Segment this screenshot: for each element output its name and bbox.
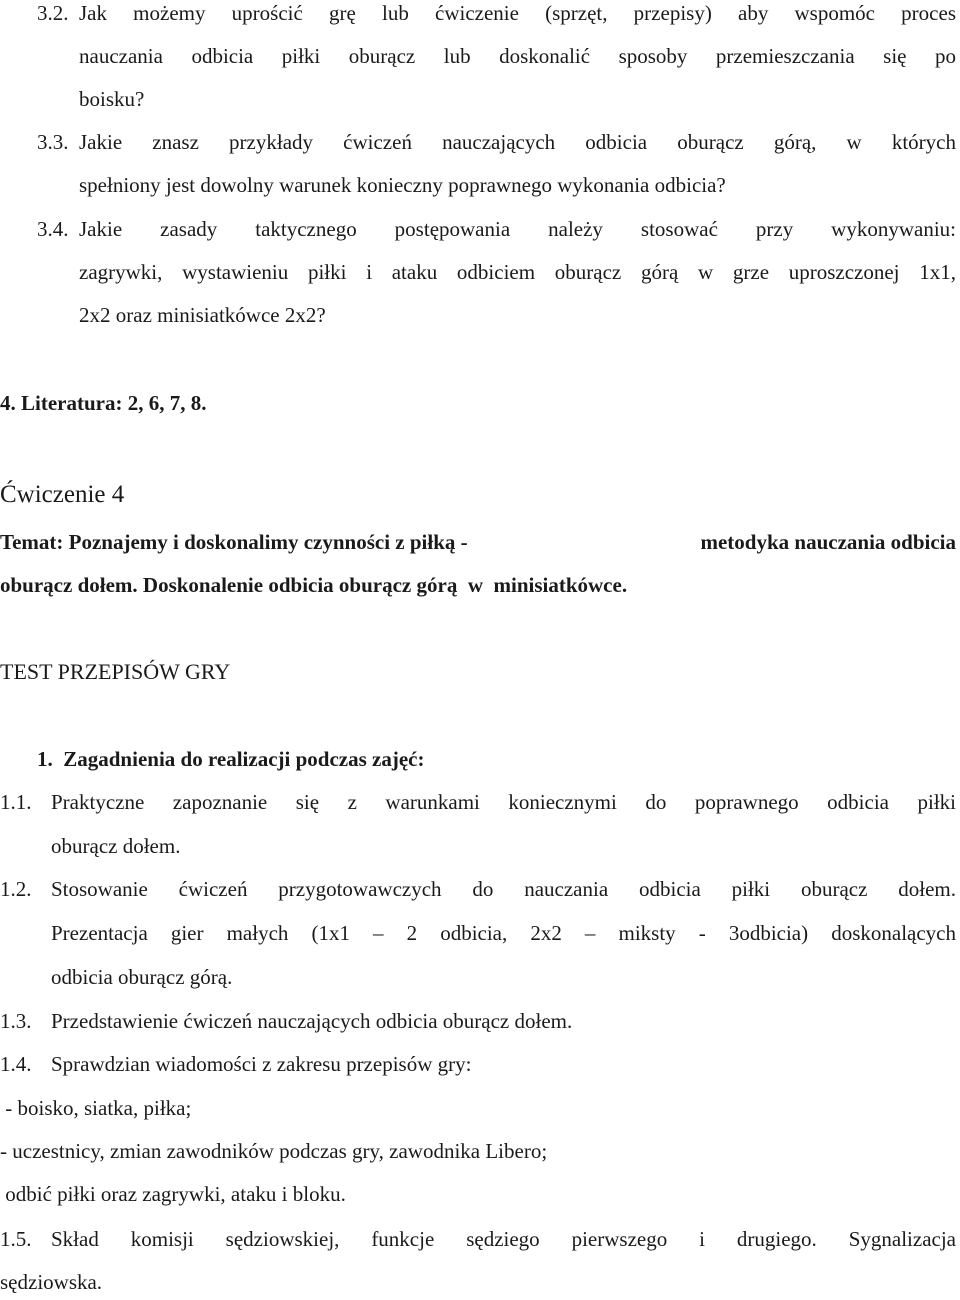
question-3-3-line-2: spełniony jest dowolny warunek konieczny poprawnego wykonania odbicia? [79,173,726,197]
question-number: 3.4. [37,217,69,241]
item-1-5-line-1: Skład komisji sędziowskiej, funkcje sędziego pierwszego i drugiego. Sygnalizacja [51,1227,956,1251]
item-1-3-line-1: Przedstawienie ćwiczeń nauczających odbicia oburącz dołem. [51,1009,573,1033]
item-1-2-line-2: Prezentacja gier małych (1x1 – 2 odbicia, 2x2 – miksty - 3odbicia) doskonalących [51,921,956,945]
item-number: 1.4. [0,1052,32,1076]
question-3-4-line-2: zagrywki, wystawieniu piłki i ataku odbiciem oburącz górą w grze uproszczonej 1x1, [79,260,956,284]
item-1-2-line-3: odbicia oburącz górą. [51,965,233,989]
exercise-title: Ćwiczenie 4 [0,481,125,508]
question-number: 3.3. [37,130,69,154]
question-3-2-line-2: nauczania odbicia piłki oburącz lub doskonalić sposoby przemieszczania się po [79,44,956,68]
item-1-5-line-2: sędziowska. [0,1270,103,1294]
section-heading: 1. Zagadnienia do realizacji podczas zajęć: [37,747,425,771]
topic-line-1-left: Temat: Poznajemy i doskonalimy czynności z piłką - [0,530,468,554]
item-number: 1.5. [0,1227,32,1251]
item-1-1-line-2: oburącz dołem. [51,834,181,858]
literature-heading: 4. Literatura: 2, 6, 7, 8. [0,391,207,415]
item-number: 1.1. [0,790,32,814]
topic-line-1-right: metodyka nauczania odbicia [700,530,956,554]
item-1-1-line-1: Praktyczne zapoznanie się z warunkami koniecznymi do poprawnego odbicia piłki [51,790,956,814]
question-3-4-line-3: 2x2 oraz minisiatkówce 2x2? [79,303,326,327]
item-1-2-line-1: Stosowanie ćwiczeń przygotowawczych do nauczania odbicia piłki oburącz dołem. [51,877,956,901]
item-1-4-sub-3: odbić piłki oraz zagrywki, ataku i bloku. [0,1182,346,1206]
question-3-2-line-1: Jak możemy uprościć grę lub ćwiczenie (sprzęt, przepisy) aby wspomóc proces [79,1,956,25]
item-1-4-sub-2: - uczestnicy, zmian zawodników podczas gry, zawodnika Libero; [0,1139,548,1163]
test-title: TEST PRZEPISÓW GRY [0,659,231,684]
topic-line-2: oburącz dołem. Doskonalenie odbicia oburącz górą w minisiatkówce. [0,573,628,597]
question-3-2-line-3: boisku? [79,87,145,111]
item-number: 1.2. [0,877,32,901]
question-3-3-line-1: Jakie znasz przykłady ćwiczeń nauczających odbicia oburącz górą, w których [79,130,956,154]
item-number: 1.3. [0,1009,32,1033]
item-1-4-line-1: Sprawdzian wiadomości z zakresu przepisów gry: [51,1052,472,1076]
item-1-4-sub-1: - boisko, siatka, piłka; [0,1096,192,1120]
question-3-4-line-1: Jakie zasady taktycznego postępowania należy stosować przy wykonywaniu: [79,217,956,241]
question-number: 3.2. [37,1,69,25]
